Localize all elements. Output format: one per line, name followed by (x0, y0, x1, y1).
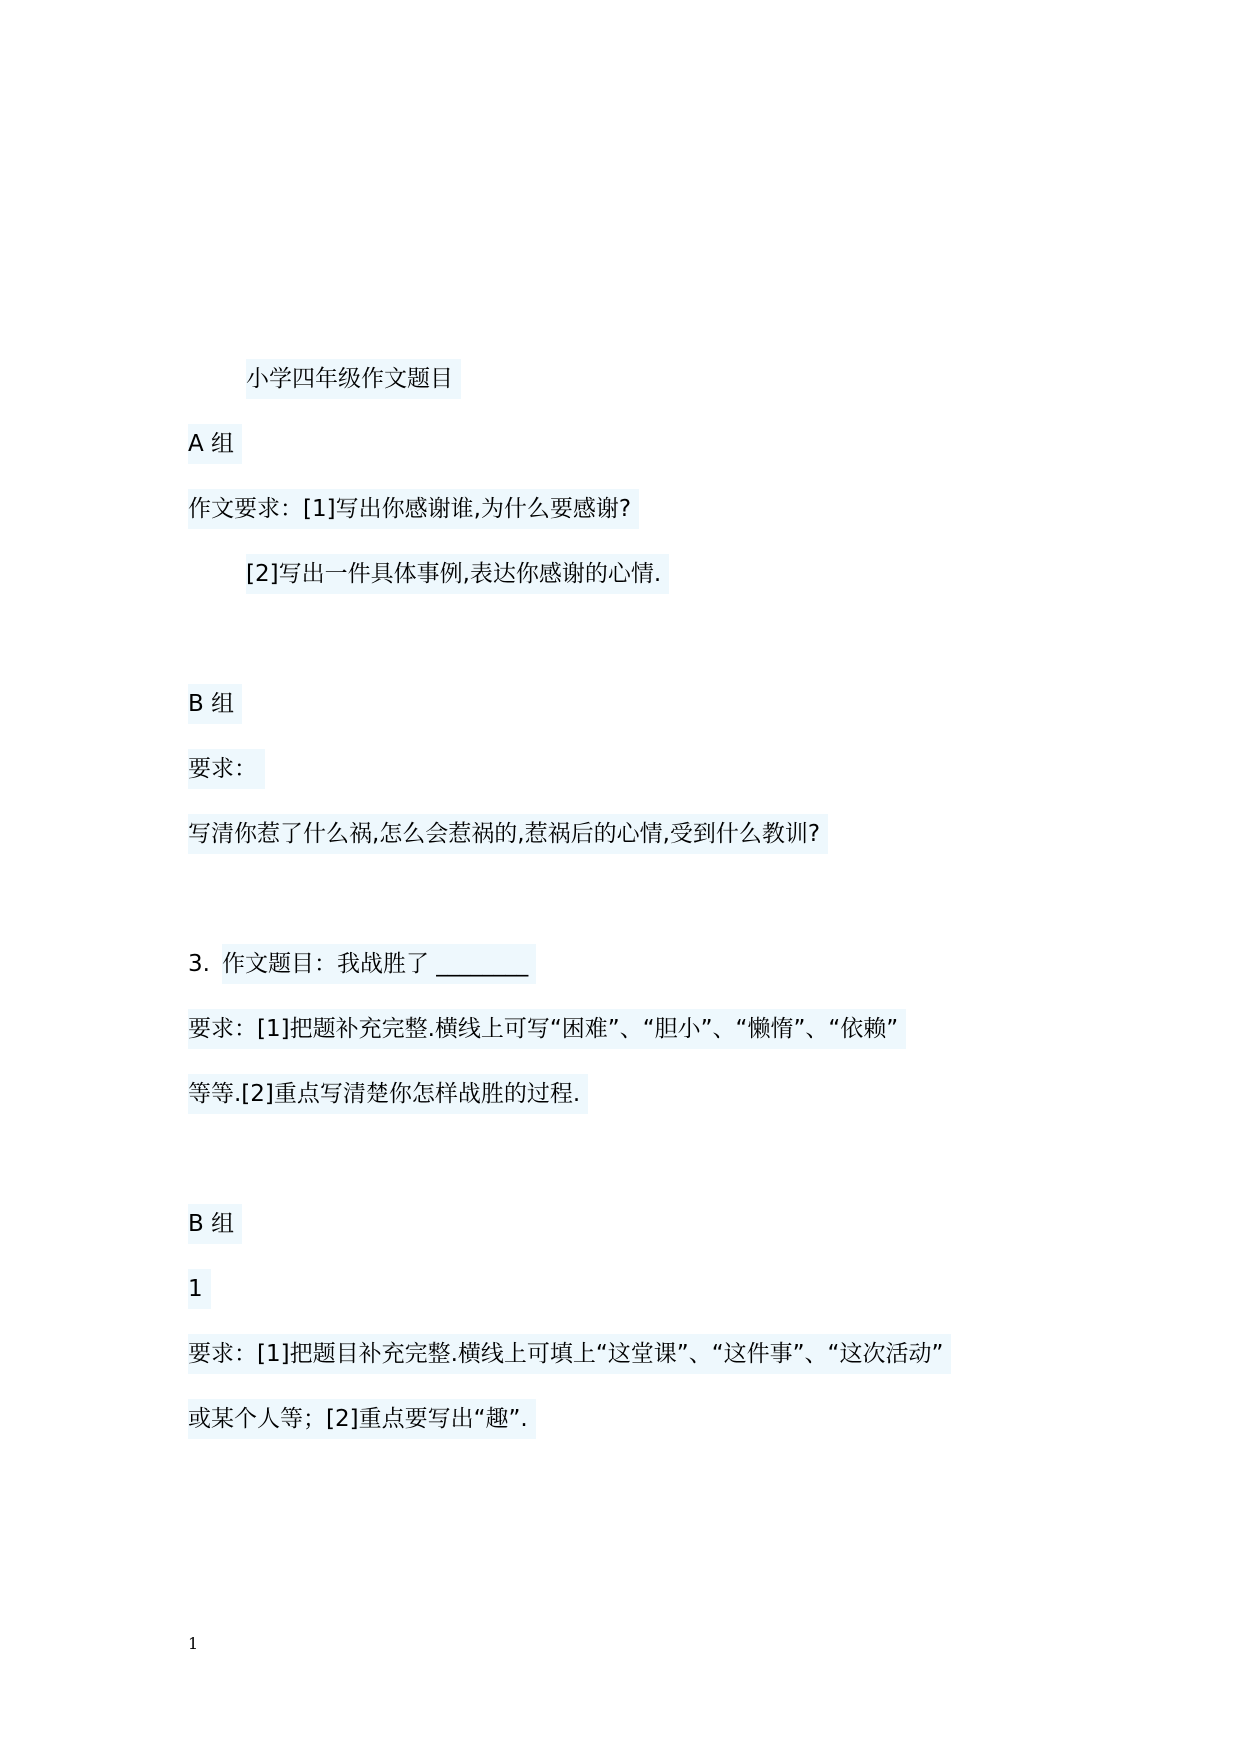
group-b-heading: B 组 (188, 684, 242, 724)
group-a-heading: A 组 (188, 424, 242, 464)
page-number: 1 (188, 1634, 199, 1653)
group-a-requirement-2: [2]写出一件具体事例,表达你感谢的心情. (246, 554, 669, 594)
group-b-second-requirement-line-1: 要求：[1]把题目补充完整.横线上可填上“这堂课”、“这件事”、“这次活动” (188, 1334, 951, 1374)
group-b-requirement-label: 要求： (188, 749, 265, 789)
item-3-requirement-line-1: 要求：[1]把题补充完整.横线上可写“困难”、“胆小”、“懒惰”、“依赖” (188, 1009, 906, 1049)
group-a-requirement-1: 作文要求：[1]写出你感谢谁,为什么要感谢? (188, 489, 639, 529)
item-3-requirement-line-2: 等等.[2]重点写清楚你怎样战胜的过程. (188, 1074, 588, 1114)
group-b-second-number: 1 (188, 1269, 211, 1309)
group-b-second-heading: B 组 (188, 1204, 242, 1244)
item-3-topic: 作文题目：我战胜了 ________ (222, 944, 536, 984)
group-b-requirement-text: 写清你惹了什么祸,怎么会惹祸的,惹祸后的心情,受到什么教训? (188, 814, 828, 854)
document-title: 小学四年级作文题目 (246, 359, 461, 399)
group-b-second-requirement-line-2: 或某个人等；[2]重点要写出“趣”. (188, 1399, 536, 1439)
item-3-number: 3. (188, 951, 210, 977)
